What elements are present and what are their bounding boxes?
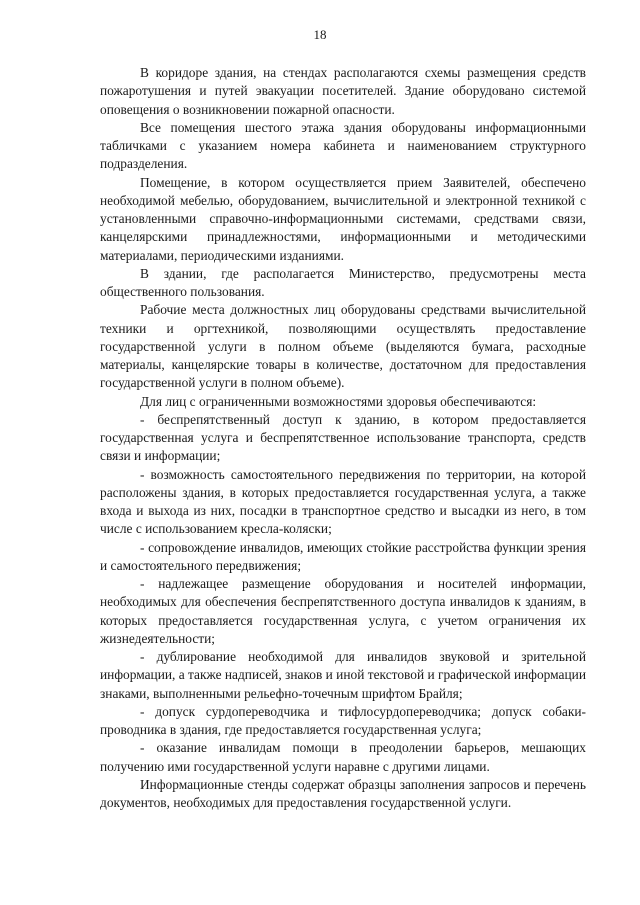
paragraph-info-stands: Информационные стенды содержат образцы заполнения запросов и перечень документов, необходимых для предоставления государственной услуги.: [100, 776, 586, 810]
paragraph-reception-room: Помещение, в котором осуществляется прием Заявителей, обеспечено необходимой мебелью, оборудованием, вычислительной и электронной техникой с установленными справочно-информационными системами, средствами связи, канцелярскими принадлежностями, информационными и методическими материалами, периодическими изданиями.: [100, 174, 586, 263]
list-item-accompaniment: - сопровождение инвалидов, имеющих стойкие расстройства функции зрения и самостоятельного передвижения;: [100, 539, 586, 573]
document-body: [100, 64, 586, 812]
paragraph-workplaces: Рабочие места должностных лиц оборудованы средствами вычислительной техники и оргтехникой, позволяющими осуществлять предоставление государственной услуги в полном объеме (выделяются бумага, расходные материалы, канцелярские товары в количестве, достаточном для предоставления государственной услуги в полном объеме).: [100, 302, 586, 391]
list-item-interpreter: - допуск сурдопереводчика и тифлосурдопереводчика; допуск собаки-проводника в здания, где предоставляется государственная услуга;: [100, 703, 586, 737]
paragraph-fire-safety: В коридоре здания, на стендах располагаются схемы размещения средств пожаротушения и путей эвакуации посетителей. Здание оборудовано системой оповещения о возникновении пожарной опасности.: [100, 65, 586, 117]
paragraph-public-places: В здании, где располагается Министерство, предусмотрены места общественного пользования.: [100, 265, 586, 299]
paragraph-disabilities-intro: Для лиц с ограниченными возможностями здоровья обеспечиваются:: [140, 393, 537, 409]
paragraph-sixth-floor: Все помещения шестого этажа здания оборудованы информационными табличками с указанием номера кабинета и наименованием структурного подразделения.: [100, 119, 586, 172]
page-number: 18: [313, 27, 327, 42]
list-item-movement: - возможность самостоятельного передвижения по территории, на которой расположены здания, в которых предоставляется государственная услуга, а также входа и выхода из них, посадки в транспортное средство и высадки из него, в том числе с использованием кресла-коляски;: [100, 466, 586, 537]
list-item-access: - беспрепятственный доступ к зданию, в котором предоставляется государственная услуга и беспрепятственное использование транспорта, средств связи и информации;: [100, 411, 586, 464]
list-item-equipment-placement: - надлежащее размещение оборудования и носителей информации, необходимых для обеспечения беспрепятственного доступа инвалидов к зданиям, в которых предоставляется государственная услуга, с учетом ограничения их жизнедеятельности;: [100, 576, 586, 646]
list-item-duplication: - дублирование необходимой для инвалидов звуковой и зрительной информации, а также надписей, знаков и иной текстовой и графической информации знаками, выполненными рельефно-точечным шрифтом Брайля;: [100, 649, 586, 701]
list-item-assistance: - оказание инвалидам помощи в преодолении барьеров, мешающих получению ими государственной услуги наравне с другими лицами.: [100, 740, 586, 774]
